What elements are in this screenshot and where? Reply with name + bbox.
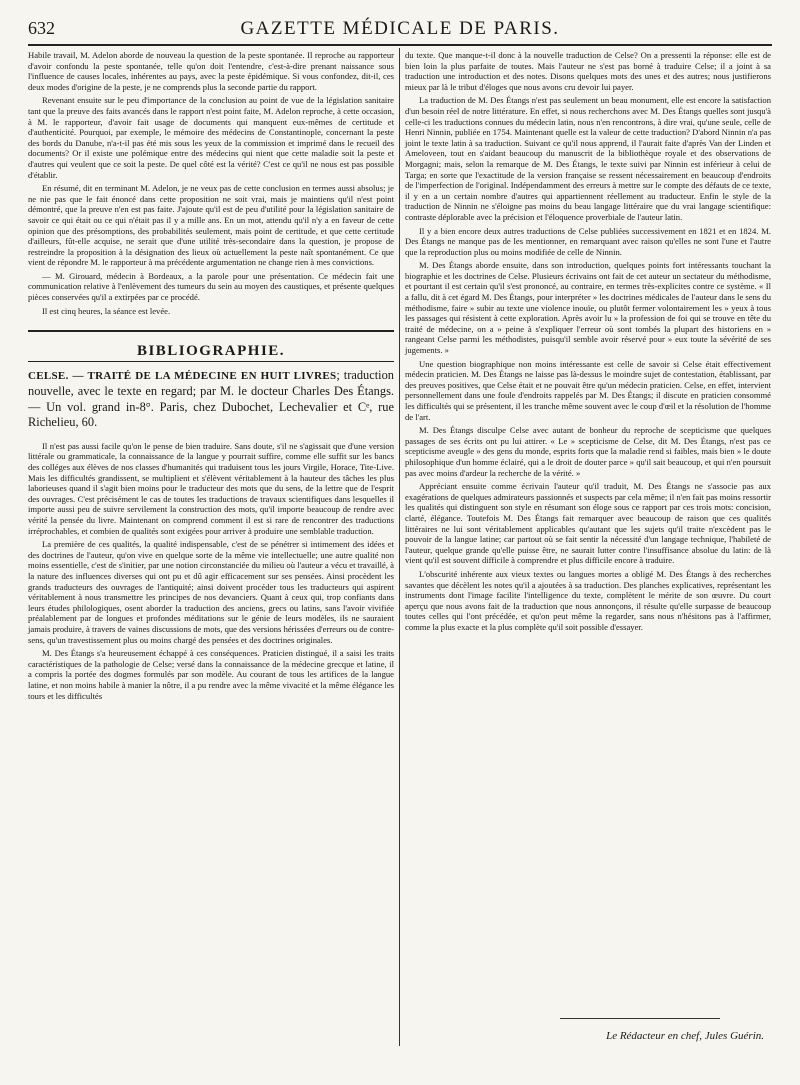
paragraph: L'obscurité inhérente aux vieux textes ou langues mortes a obligé M. Des Étangs à des recherches savantes que décèlent les notes qu'il a ajoutées à sa traduction. Des planches explicatives, représentant les instruments dont l'image facilite l'intelligence du texte, complètent le mérite de son œuvre. Du court aperçu que nous avons fait de la traduction que nous annonçons, il résulte qu'elle surpasse de beaucoup toutes celles qui l'ont précédée, et qu'on peut même la regarder, sans nous n'hésitons pas à l'affirmer, comme la plus exacte et la plus complète qu'il soit possible d'essayer. [405,568,771,632]
paragraph: Habile travail, M. Adelon aborde de nouveau la question de la peste spontanée. Il reproche au rapporteur d'avoir confondu la peste spontanée, telle qu'on doit l'entendre, c'est-à-dire prenant naissance sous l'influence de causes locales, inhérentes au pays, avec la peste épidémique. Si vous confondez, dit-il, ces deux modes d'origine de la peste, je ne comprends plus la seconde partie du rapport. [28,50,394,92]
entry-details: ; traduction nouvelle, avec le texte en regard; par M. le docteur Charles Des Étangs. — Un vol. grand in-8°. Paris, chez Dubochet, Lechevalier et Cᵉ, rue Richelieu, 60. [28,367,395,430]
column-divider [399,48,400,1046]
paragraph: M. Des Étangs aborde ensuite, dans son introduction, quelques points fort intéressants touchant la biographie et les doctrines de Celse. Plusieurs écrivains ont fait de cet auteur un sectateur du méthodisme, et pourtant il est certain qu'il s'est prononcé, au contraire, en termes très-explicites contre ce système. « Il a fallu, dit à cet égard M. Des Étangs, pour interpréter » les doctrines médicales de l'auteur dans le sens du méthodisme, faire » subir au texte une violence inouïe, ou plutôt fermer volontairement les » yeux à tous les passages qui résistent à cette exploration. Après avoir lu » la profession de foi qui se trouve en tête du traité de médecine, on a » peine à s'expliquer l'erreur où sont tombés la plupart des historiens en » rangeant Celse parmi les méthodistes, puisqu'il semble avoir réservé pour » eux toute la sévérité de ses jugements. » [405,260,771,356]
paragraph: Revenant ensuite sur le peu d'importance de la conclusion au point de vue de la législation sanitaire tant que la preuve des faits avancés dans le rapport n'est point faite, M. Adelon reproche, à cette occasion, à M. le rapporteur, d'avoir fait usage de documents qui manquent eux-mêmes de certitude et d'authenticité. Pourquoi, par exemple, le mémoire des médecins de Constantinople, concernant la peste des bords du Danube, n'a-t-il pas été mis sous les yeux de la commission et imprimé dans le recueil des documents? Or il existe une polémique entre des médecins qui nient que cette maladie soit la peste et d'autres qui veulent que ce soit la peste. De quel côté est la vérité? C'est ce qu'il ne nous est pas possible d'établir. [28,95,394,180]
bibliography-entry [28,368,394,431]
paragraph: La traduction de M. Des Étangs n'est pas seulement un beau monument, elle est encore la satisfaction d'un besoin réel de notre littérature. En effet, si nous recherchons avec M. Des Étangs quelles sont jusqu'à celle-ci les traductions connues du médecin latin, nous n'en rencontrons, à dire vrai, qu'une seule, celle de Henri Ninnin, publiée en 1754. Maintenant quelle est la valeur de cette traduction? D'abord Ninnin n'a pas joint le texte latin à sa traduction. Suivant ce qu'il nous apprend, il l'aurait faite d'après Van der Linden et Ameloveen, tout en s'aidant beaucoup du manuscrit de la bibliothèque royale et des observations de Morgagni; mais, selon la remarque de M. Des Étangs, le texte suivi par Ninnin est inférieur à celui de Targa; en sorte que l'exactitude de la version française se ressent nécessairement en beaucoup d'endroits de l'imperfection de l'original. Indépendamment des erreurs à mettre sur le compte des défauts de ce texte, il y en a un certain nombre d'autres qui appartiennent réellement au traducteur. Enfin le style de la traduction de Ninnin ne s'éloigne pas moins du beau langage littéraire que du vrai langage scientifique: contraste déplorable avec la précision et l'éloquence proverbiale de l'auteur latin. [405,95,771,222]
paragraph: Il n'est pas aussi facile qu'on le pense de bien traduire. Sans doute, s'il ne s'agissait que d'une version littérale ou grammaticale, la connaissance de la langue y pourrait suffire, comme elle suffit sur les bancs des colléges aux élèves de nos classes d'humanités qui traduisent tous les jours Virgile, Horace, Tite-Live. Mais les difficultés grandissent, se multiplient et s'élèvent véritablement à la hauteur des tâches les plus laborieuses quand il s'agit bien moins pour le traducteur des mots que du sens, de la lettre que de l'esprit des ouvrages. C'est précisément le cas de toutes les traductions de travaux scientifiques dans lesquelles il importe aussi peu de suivre servilement la construction des mots, qu'il importe beaucoup de rendre avec vérité la pensée du livre. Maintenant on comprend comment il est si rare de rencontrer des traductions irréprochables, et combien de qualités sont exigées pour arriver à produire une semblable traduction. [28,440,394,536]
paragraph: du texte. Que manque-t-il donc à la nouvelle traduction de Celse? On a pressenti la réponse: elle est de bien loin la plus parfaite de toutes. Mais l'auteur ne s'est pas borné à traduire Celse; il a joint à sa traduction une introduction et des notes. Disons quelques mots des unes et des autres; nous justifierons mieux par là le tribut d'éloges que nous avons cru devoir lui payer. [405,50,771,92]
signature-rule [560,1018,720,1019]
header-rule [28,44,772,46]
journal-title: GAZETTE MÉDICALE DE PARIS. [240,18,560,39]
page-number: 632 [28,18,55,38]
paragraph: Il est cinq heures, la séance est levée. [42,305,171,316]
left-column [28,50,394,704]
paragraph: Il y a bien encore deux autres traductions de Celse publiées successivement en 1821 et en 1824. M. Des Étangs ne manque pas de les mentionner, en remarquant avec raison qu'elles ne sont l'une et l'autre que la reproduction plus ou moins modifiée de celle de Ninnin. [405,225,771,257]
section-rule [28,361,394,362]
paragraph: En résumé, dit en terminant M. Adelon, je ne veux pas de cette conclusion en termes aussi absolus; je ne nie pas que le fait énoncé dans cette proposition ne soit vrai, mais je maintiens qu'il n'est point démontré, que la preuve n'en est pas faite. J'ajoute qu'il est de peu d'utilité pour la législation sanitaire de savoir ce qui était ou ce qui n'était pas il y a mille ans. En un mot, attendu qu'il n'y a en faveur de cette opinion que des présomptions, des probabilités seulement, mais point de certitude, et que cette certitude d'ailleurs, fût-elle acquise, ne serait que d'une utilité très-secondaire dans la question, je propose de restreindre la proposition à la désignation des lieux où actuellement la peste naît spontanément. Ce que vient de répondre M. le rapporteur à ma précédente argumentation ne change rien à mes convictions. [28,183,394,268]
paragraph: Une question biographique non moins intéressante est celle de savoir si Celse était effectivement médecin praticien. M. Des Étangs ne laisse pas là-dessus le moindre sujet de contestation, établissant, par des preuves positives, que Celse était et ne pouvait être qu'un médecin praticien. Celse, en effet, intervient personnellement dans une foule d'endroits rappelés par M. Des Étangs; il discute en praticien consommé les difficultés qui se présentent, il les tranche même souvent avec le coup d'œil et la résolution de l'homme de l'art. [405,358,771,422]
section-title: BIBLIOGRAPHIE. [136,343,286,360]
paragraph: M. Des Étangs disculpe Celse avec autant de bonheur du reproche de scepticisme que quelques passages de ses écrits ont pu lui attirer. « Le » scepticisme de Celse, dit M. Des Étangs, n'est pas ce scepticisme aveugle » des gens du monde, esprits forts que la maladie rend si faibles, mais bien » le doute philosophique d'un homme éclairé, qui a le droit de douter parce » qu'il sait beaucoup, et qui n'en poursuit pas avec moins d'ardeur la recherche de la vérité. » [405,425,771,478]
page-header [28,8,772,44]
right-column [405,50,771,635]
section-rule [28,330,394,336]
entry-lead: CELSE. — TRAITÉ DE LA MÉDECINE EN HUIT LIVRES [28,369,337,382]
paragraph: Appréciant ensuite comme écrivain l'auteur qu'il traduit, M. Des Étangs ne s'associe pas aux exagérations de quelques admirateurs passionnés et suspects par cela même; il n'en fait pas moins ressortir les qualités qui distinguent son style en résumant son éloge sous ce rapport par ces trois mots: concision, clarté, élégance. Toutefois M. Des Étangs fait remarquer avec beaucoup de raison que ces qualités littéraires ne lui sont véritablement applicables qu'autant que les sujets qu'il traite n'excèdent pas le pouvoir de la langue latine; car partout où se fait sentir la nécessité d'un langage technique, l'habileté de l'auteur, quelque grande qu'elle puisse être, ne saurait lutter contre l'insuffisance absolue du latin: de là vient qu'il est souvent difficile à comprendre et plus difficile encore à traduire. [405,481,771,566]
paragraph: — M. Girouard, médecin à Bordeaux, a la parole pour une présentation. Ce médecin fait une communication relative à l'enlèvement des tumeurs du sein au moyen des caustiques, et présente quelques pièces conservées qu'il a extirpées par ce procédé. [28,270,394,303]
paragraph: M. Des Étangs s'a heureusement échappé à ces conséquences. Praticien distingué, il a saisi les traits caractéristiques de la pathologie de Celse; versé dans la connaissance de la médecine grecque et latine, il a compris la portée des dogmes formulés par son modèle. Au courant de tous les artifices de la langue latine, et non moins habile à manier la nôtre, il a pu rendre avec la même vivacité et la même élégance les tours et les difficultés [28,648,394,701]
paragraph: La première de ces qualités, la qualité indispensable, c'est de se pénétrer si intimement des idées et des doctrines de l'auteur, qu'on vive en quelque sorte de la même vie intellectuelle; une autre qualité non moins essentielle, c'est de s'initier, par une notion circonstanciée du milieu où l'auteur a vécu et travaillé, à la nature des influences diverses qui ont pu et dû agir efficacement sur ses pensées. Ainsi procèdent les grands traducteurs des ouvrages de l'antiquité; ainsi doivent procéder tous les traducteurs qui aspirent véritablement à nous transmettre les principes de nos devanciers. Quant à ceux qui, trop confiants dans leurs études philologiques, osent aborder la traduction des anciens, grecs ou latins, sans l'avoir vivifiée préalablement par de longues et profondes méditations sur le génie de leurs modèles, ils ne sauraient jamais produire, à travers de vaines discussions de mots, que des versions hérissées d'erreurs ou de contre-sens, qu'un travestissement plus ou moins chargé des pensées et des doctrines originales. [28,539,394,645]
editor-signature: Le Rédacteur en chef, Jules Guérin. [606,1030,764,1042]
